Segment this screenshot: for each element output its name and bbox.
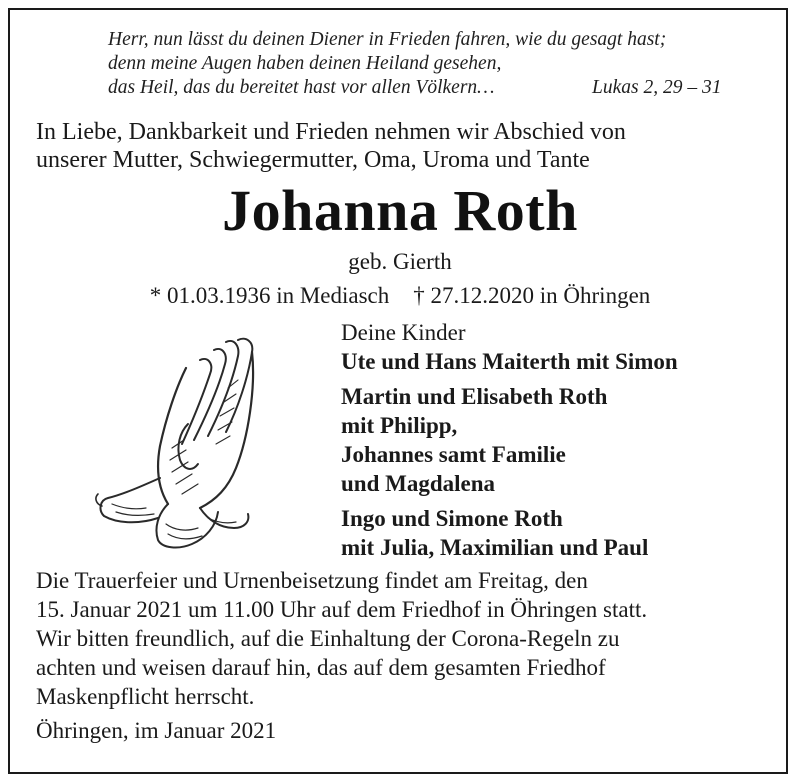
- family-member: Ingo und Simone Roth: [341, 506, 563, 531]
- family-group: [341, 382, 781, 498]
- family-group: [341, 347, 781, 376]
- family-list: [341, 318, 781, 568]
- notice-line: 15. Januar 2021 um 11.00 Uhr auf dem Friedhof in Öhringen statt.: [36, 597, 648, 622]
- notice-line: Die Trauerfeier und Urnenbeisetzung findet am Freitag, den: [36, 568, 588, 593]
- verse-line: denn meine Augen haben deinen Heiland gesehen,: [108, 53, 502, 74]
- notice-line: Wir bitten freundlich, auf die Einhaltung der Corona-Regeln zu: [36, 626, 620, 651]
- intro-text: [36, 118, 776, 174]
- death-date: † 27.12.2020 in Öhringen: [413, 283, 651, 308]
- verse-line: das Heil, das du bereitet hast vor allen Völkern…: [108, 77, 495, 98]
- intro-line: In Liebe, Dankbarkeit und Frieden nehmen wir Abschied von: [36, 119, 626, 145]
- birth-name: geb. Gierth: [348, 249, 452, 274]
- family-member: Ute und Hans Maiterth mit Simon: [341, 349, 678, 374]
- life-dates: [0, 282, 800, 310]
- family-member: Johannes samt Familie: [341, 442, 566, 467]
- place-and-date: Öhringen, im Januar 2021: [36, 718, 277, 743]
- deceased-name: Johanna Roth: [222, 178, 578, 243]
- funeral-notice: [36, 566, 776, 711]
- family-member: mit Julia, Maximilian und Paul: [341, 535, 649, 560]
- family-group: [341, 504, 781, 562]
- bible-verse: [108, 28, 768, 100]
- notice-line: achten und weisen darauf hin, das auf dem gesamten Friedhof: [36, 655, 606, 680]
- birth-date: * 01.03.1936 in Mediasch: [149, 283, 390, 308]
- family-lead: Deine Kinder: [341, 320, 466, 345]
- intro-line: unserer Mutter, Schwiegermutter, Oma, Uroma und Tante: [36, 147, 590, 173]
- verse-reference: Lukas 2, 29 – 31: [592, 77, 722, 98]
- family-member: und Magdalena: [341, 471, 496, 496]
- praying-hands-icon: [88, 328, 268, 553]
- notice-line: Maskenpflicht herrscht.: [36, 684, 255, 709]
- verse-line: Herr, nun lässt du deinen Diener in Frieden fahren, wie du gesagt hast;: [108, 29, 667, 50]
- family-member: mit Philipp,: [341, 413, 458, 438]
- family-member: Martin und Elisabeth Roth: [341, 384, 608, 409]
